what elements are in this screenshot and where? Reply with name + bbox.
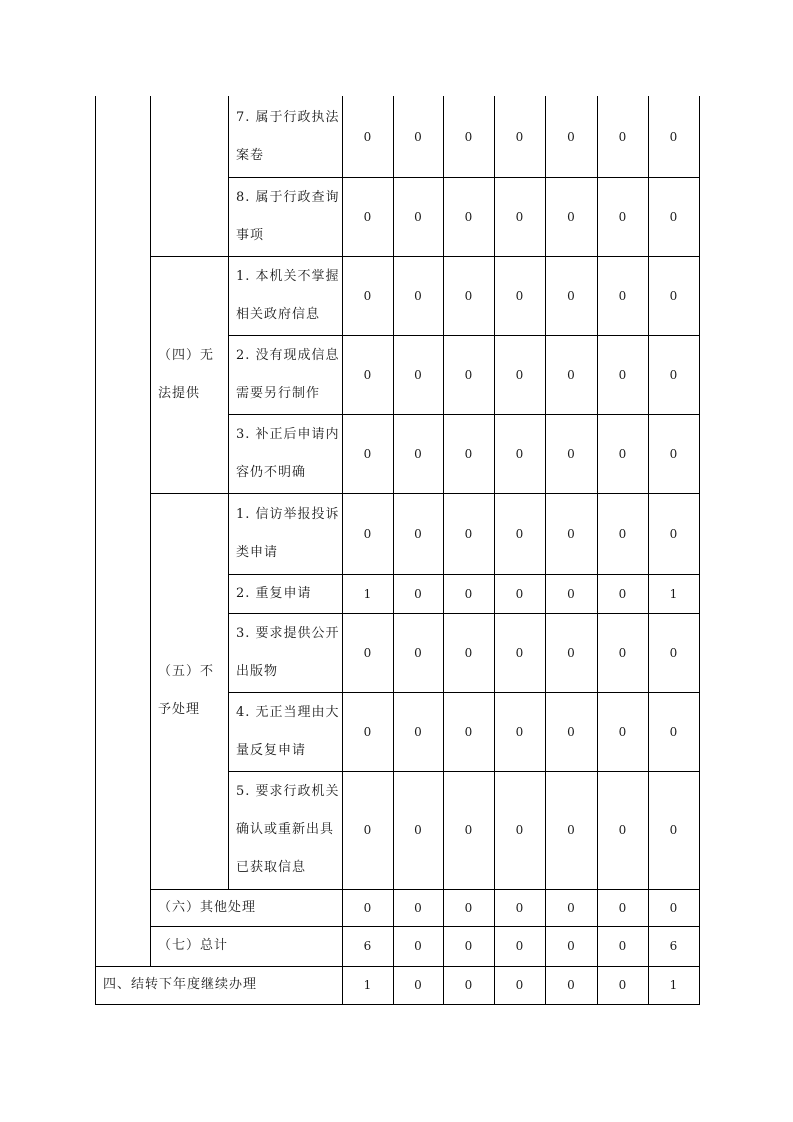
table-cell: 0 — [515, 129, 524, 144]
table-cell: 0 — [363, 823, 372, 837]
table-cell: 0 — [618, 939, 627, 953]
row-label: 8. 属于行政查询 — [236, 189, 340, 205]
table-cell: 0 — [515, 586, 524, 601]
table-cell: 6 — [363, 939, 372, 953]
row-label: 相关政府信息 — [236, 306, 321, 322]
table-cell: 0 — [567, 978, 575, 992]
table-cell: 0 — [414, 209, 422, 224]
table-border-left — [95, 96, 96, 1005]
table-cell: 0 — [363, 645, 372, 660]
table-cell: 0 — [515, 823, 524, 837]
table-cell: 0 — [618, 978, 627, 992]
row-label: 出版物 — [236, 663, 279, 679]
table-cell: 0 — [567, 526, 575, 541]
table-cell: 0 — [464, 526, 473, 541]
table-cell: 0 — [669, 823, 678, 837]
row-label: 2. 没有现成信息 — [236, 347, 340, 363]
table-cell: 0 — [618, 526, 627, 541]
row-label: 1. 本机关不掌握 — [236, 268, 340, 284]
table-cell: 0 — [567, 900, 575, 915]
table-cell: 0 — [515, 900, 524, 915]
table-cell: 0 — [464, 724, 473, 739]
table-cell: 0 — [515, 526, 524, 541]
table-cell: 0 — [464, 129, 473, 144]
table-cell: 0 — [515, 645, 524, 660]
table-cell: 0 — [669, 288, 678, 303]
table-cell: 0 — [669, 129, 678, 144]
table-cell: 0 — [464, 823, 473, 837]
table-cell: 0 — [414, 823, 422, 837]
table-cell: 0 — [414, 526, 422, 541]
row-label: 四、结转下年度继续办理 — [103, 977, 258, 992]
table-cell: 0 — [669, 526, 678, 541]
table-cell: 0 — [669, 367, 678, 382]
table-cell: 0 — [669, 209, 678, 224]
table-cell: 0 — [618, 645, 627, 660]
table-cell: 0 — [464, 288, 473, 303]
table-cell: 0 — [515, 209, 524, 224]
group-label: （五）不 — [158, 664, 215, 679]
table-cell: 1 — [363, 978, 372, 992]
table-cell: 0 — [567, 724, 575, 739]
table-cell: 0 — [464, 367, 473, 382]
row-label: 案卷 — [236, 147, 265, 163]
table-cell: 0 — [363, 209, 372, 224]
table-cell: 0 — [669, 900, 678, 915]
table-cell: 0 — [567, 645, 575, 660]
table-cell: 0 — [414, 978, 422, 992]
row-label: （六）其他处理 — [158, 899, 257, 915]
table-cell: 0 — [414, 724, 422, 739]
table-cell: 0 — [464, 645, 473, 660]
row-label: 5. 要求行政机关 — [236, 784, 340, 799]
table-cell: 0 — [669, 724, 678, 739]
table-cell: 0 — [414, 939, 422, 953]
table-cell: 0 — [618, 446, 627, 461]
table-cell: 1 — [669, 586, 678, 601]
table-cell: 0 — [567, 209, 575, 224]
table-cell: 0 — [669, 446, 678, 461]
table-cell: 0 — [567, 288, 575, 303]
row-label: 4. 无正当理由大 — [236, 704, 340, 720]
table-cell: 1 — [669, 978, 678, 992]
table-cell: 0 — [363, 288, 372, 303]
table-cell: 0 — [567, 367, 575, 382]
table-cell: 0 — [363, 367, 372, 382]
table-cell: 0 — [414, 288, 422, 303]
row-label: （七）总计 — [158, 938, 229, 953]
table-cell: 0 — [363, 724, 372, 739]
table-cell: 0 — [618, 367, 627, 382]
row-label: 容仍不明确 — [236, 464, 307, 480]
table-cell: 0 — [515, 978, 524, 992]
row-label: 已获取信息 — [236, 860, 307, 875]
row-label: 事项 — [236, 227, 265, 243]
table-cell: 0 — [363, 900, 372, 915]
row-label: 量反复申请 — [236, 742, 307, 758]
table-cell: 0 — [464, 446, 473, 461]
table-cell: 0 — [414, 645, 422, 660]
row-label: 类申请 — [236, 544, 279, 560]
table-cell: 0 — [567, 446, 575, 461]
group-label: （四）无 — [158, 347, 215, 363]
table-border-right — [699, 96, 700, 1005]
table-cell: 0 — [618, 724, 627, 739]
row-label: 2. 重复申请 — [236, 585, 312, 601]
table-cell: 0 — [363, 446, 372, 461]
table-border-bottom — [95, 1004, 700, 1005]
table-cell: 0 — [618, 288, 627, 303]
table-cell: 0 — [567, 939, 575, 953]
table-cell: 0 — [464, 978, 473, 992]
table-cell: 0 — [567, 823, 575, 837]
table-cell: 0 — [414, 129, 422, 144]
table-cell: 0 — [618, 900, 627, 915]
table-cell: 0 — [515, 446, 524, 461]
table-cell: 0 — [515, 724, 524, 739]
table-cell: 0 — [515, 367, 524, 382]
row-label: 需要另行制作 — [236, 385, 321, 401]
row-label: 3. 要求提供公开 — [236, 625, 340, 641]
table-cell: 1 — [363, 586, 372, 601]
table-cell: 0 — [414, 900, 422, 915]
table-cell: 0 — [567, 586, 575, 601]
table-cell: 0 — [515, 288, 524, 303]
table-cell: 0 — [618, 823, 627, 837]
table-cell: 0 — [414, 586, 422, 601]
table-cell: 0 — [669, 645, 678, 660]
row-label: 确认或重新出具 — [236, 822, 335, 837]
group-label: 予处理 — [158, 702, 201, 717]
table-cell: 0 — [515, 939, 524, 953]
table-cell: 0 — [567, 129, 575, 144]
table-cell: 0 — [464, 900, 473, 915]
table-cell: 0 — [414, 367, 422, 382]
table-cell: 0 — [464, 209, 473, 224]
table-cell: 0 — [618, 209, 627, 224]
table-cell: 0 — [618, 586, 627, 601]
row-label: 1. 信访举报投诉 — [236, 506, 340, 522]
table-rule-category — [150, 96, 151, 966]
table-cell: 0 — [618, 129, 627, 144]
group-label: 法提供 — [158, 385, 201, 401]
table-cell: 0 — [464, 939, 473, 953]
table-cell: 0 — [464, 586, 473, 601]
row-label: 7. 属于行政执法 — [236, 109, 340, 125]
table-cell: 0 — [363, 526, 372, 541]
table-cell: 0 — [363, 129, 372, 144]
table-cell: 6 — [669, 939, 678, 953]
row-label: 3. 补正后申请内 — [236, 426, 340, 442]
table-cell: 0 — [414, 446, 422, 461]
